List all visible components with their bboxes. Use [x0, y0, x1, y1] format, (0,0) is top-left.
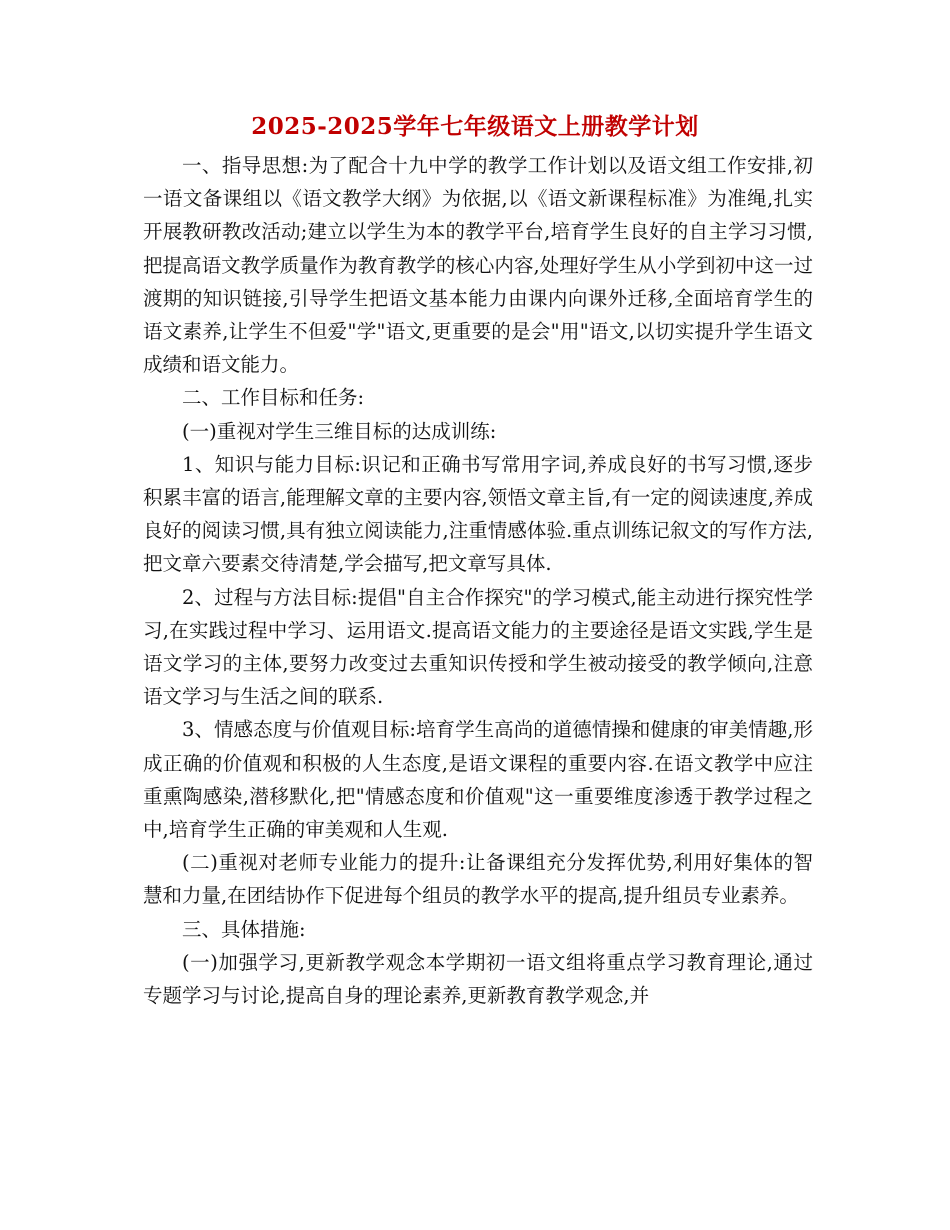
paragraph-strengthen-learning: (一)加强学习,更新教学观念本学期初一语文组将重点学习教育理论,通过专题学习与讨论,提高自身的理论素养,更新教育教学观念,并: [143, 950, 813, 1008]
paragraph-emotion-value-goal: 3、情感态度与价值观目标:培育学生高尚的道德情操和健康的审美情趣,形成正确的价值观和积极的人生态度,是语文课程的重要内容.在语文教学中应注重熏陶感染,潜移默化,把"情感态度和价值观"这一重要维度渗透于教学过程之中,培育学生正确的审美观和人生观.: [143, 718, 813, 842]
paragraph-subsection-one-heading: (一)重视对学生三维目标的达成训练:: [182, 419, 497, 443]
paragraph-teacher-ability: (二)重视对老师专业能力的提升:让备课组充分发挥优势,利用好集体的智慧和力量,在团结协作下促进每个组员的教学水平的提高,提升组员专业素养。: [143, 851, 813, 908]
paragraph-section-two-heading: 二、工作目标和任务:: [182, 386, 365, 410]
paragraph-knowledge-ability-goal: 1、知识与能力目标:识记和正确书写常用字词,养成良好的书写习惯,逐步积累丰富的语言,能理解文章的主要内容,领悟文章主旨,有一定的阅读速度,养成良好的阅读习惯,具有独立阅读能力,注重情感体验.重点训练记叙文的写作方法,把文章六要素交待清楚,学会描写,把文章写具体.: [143, 452, 813, 576]
document-title: 2025-2025学年七年级语文上册教学计划: [251, 113, 699, 140]
paragraph-section-three-heading: 三、具体措施:: [182, 917, 306, 941]
paragraph-process-method-goal: 2、过程与方法目标:提倡"自主合作探究"的学习模式,能主动进行探究性学习,在实践过程中学习、运用语文.提高语文能力的主要途径是语文实践,学生是语文学习的主体,要努力改变过去重知识传授和学生被动接受的教学倾向,注意语文学习与生活之间的联系.: [143, 585, 813, 709]
document-body: [143, 149, 813, 1012]
paragraph-guiding-thought: 一、指导思想:为了配合十九中学的教学工作计划以及语文组工作安排,初一语文备课组以《语文教学大纲》为依据,以《语文新课程标准》为准绳,扎实开展教研教改活动;建立以学生为本的教学平台,培育学生良好的自主学习习惯,把提高语文教学质量作为教育教学的核心内容,处理好学生从小学到初中这一过渡期的知识链接,引导学生把语文基本能力由课内向课外迁移,全面培育学生的语文素养,让学生不但爱"学"语文,更重要的是会"用"语文,以切实提升学生语文成绩和语文能力。: [143, 154, 813, 377]
